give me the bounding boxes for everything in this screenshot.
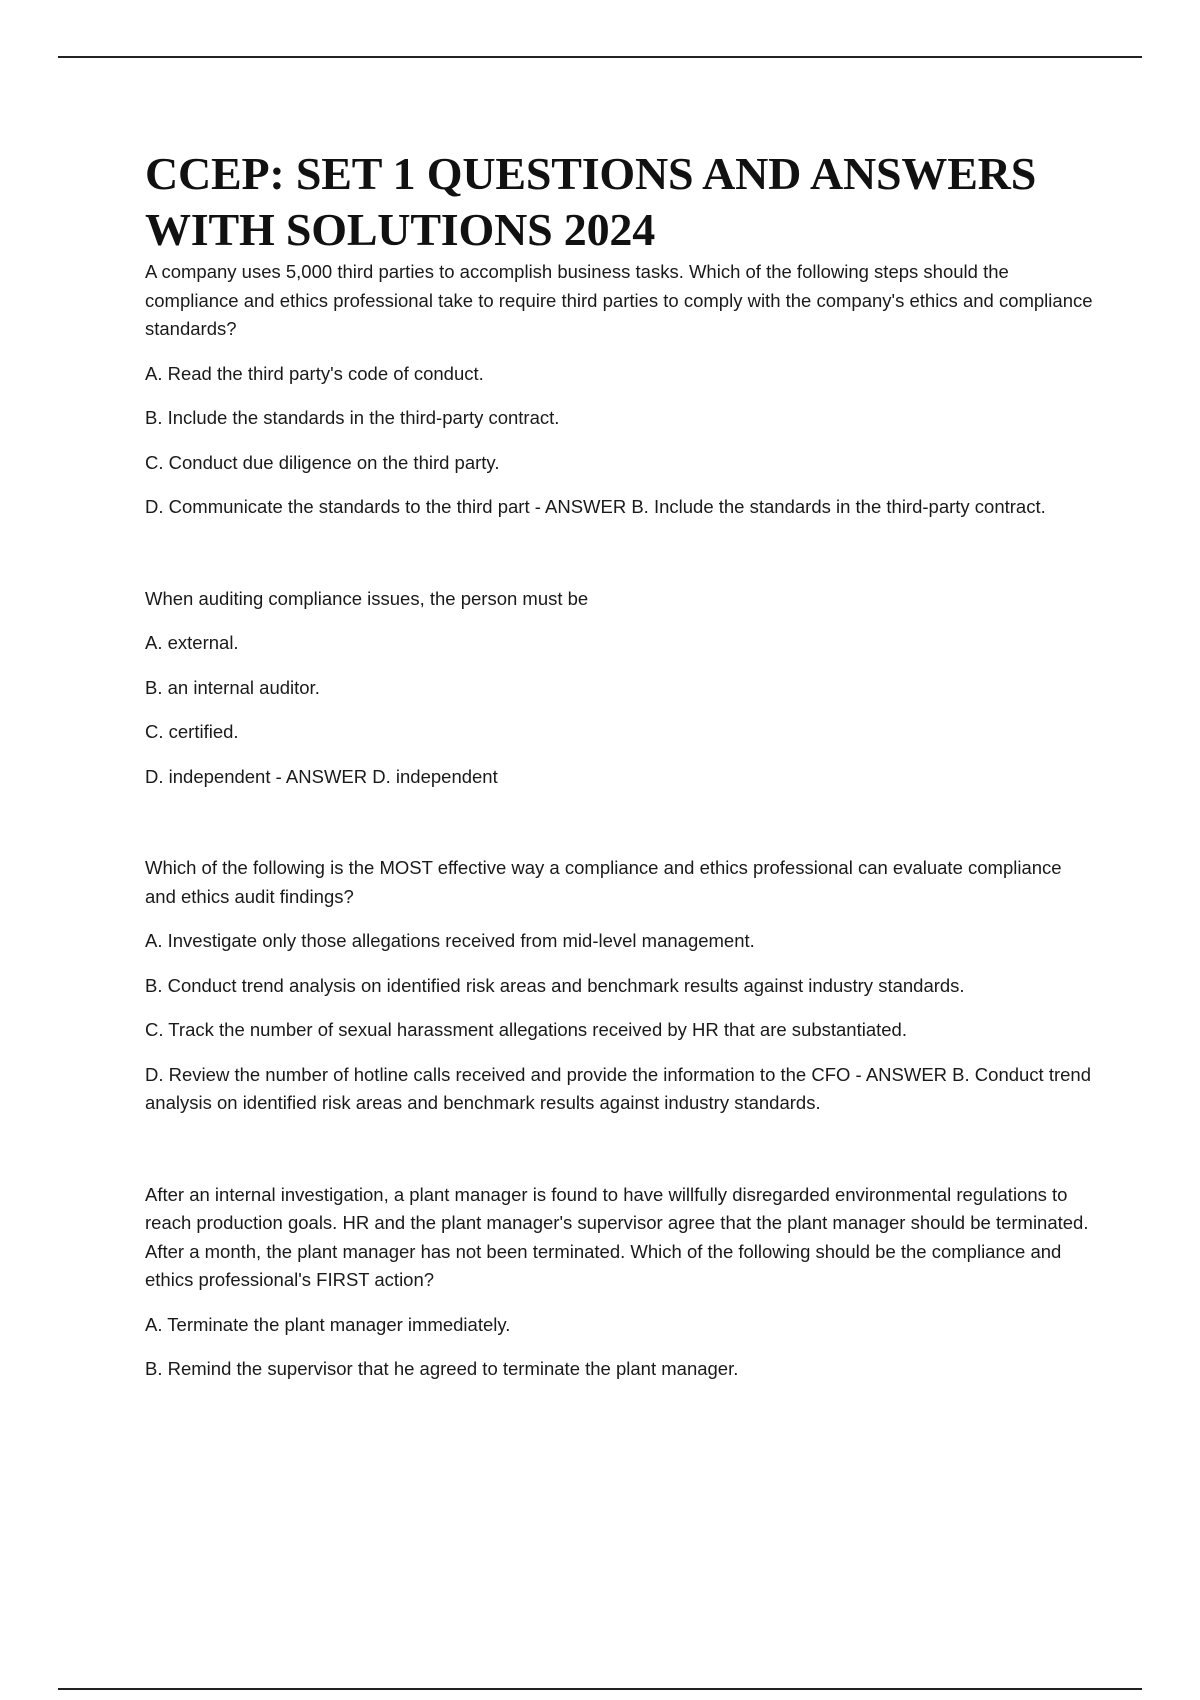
answer-option: D. Review the number of hotline calls received and provide the information to the CFO - ANSWER B. Conduct trend analysis on identified risk areas and benchmark results against industry standards.	[145, 1063, 1092, 1113]
answer-option: A. Investigate only those allegations received from mid-level management.	[145, 930, 755, 951]
document-title: CCEP: SET 1 QUESTIONS AND ANSWERS WITH SOLUTIONS 2024	[145, 148, 1037, 255]
answer-option: A. Terminate the plant manager immediately.	[145, 1313, 511, 1335]
question-text: After an internal investigation, a plant manager is found to have willfully disregarded environmental regulations to reach production goals. HR and the plant manager's supervisor agree that the plant manager should be terminated. After a month, the plant manager has not been terminated. Which of the following should be the compliance and ethics professional's FIRST action?	[145, 1183, 1089, 1290]
answer-option: D. independent - ANSWER D. independent	[145, 765, 498, 787]
answer-option: C. Conduct due diligence on the third party.	[145, 451, 500, 473]
answer-option: B. Include the standards in the third-party contract.	[145, 407, 560, 428]
answer-option: A. Read the third party's code of conduct.	[145, 362, 484, 384]
question-text: When auditing compliance issues, the person must be	[145, 587, 589, 609]
answer-option: C. Track the number of sexual harassment allegations received by HR that are substantiated.	[145, 1019, 907, 1040]
question-block-3	[145, 854, 1095, 1118]
question-block-2	[145, 585, 1095, 792]
answer-option: B. Remind the supervisor that he agreed to terminate the plant manager.	[145, 1358, 739, 1379]
top-divider	[58, 56, 1142, 58]
answer-option: D. Communicate the standards to the third part - ANSWER B. Include the standards in the third-party contract.	[145, 496, 1046, 517]
answer-option: A. external.	[145, 632, 239, 653]
question-block-1	[145, 258, 1095, 522]
question-block-4	[145, 1181, 1095, 1384]
answer-option: B. an internal auditor.	[145, 676, 320, 698]
answer-option: B. Conduct trend analysis on identified risk areas and benchmark results against industry standards.	[145, 974, 965, 996]
document-body	[145, 146, 1095, 1384]
answer-option: C. certified.	[145, 721, 239, 742]
question-text: A company uses 5,000 third parties to accomplish business tasks. Which of the following steps should the compliance and ethics professional take to require third parties to comply with the company's ethics and compliance standards?	[145, 261, 1093, 339]
bottom-divider	[58, 1688, 1142, 1690]
question-text: Which of the following is the MOST effective way a compliance and ethics professional can evaluate compliance and ethics audit findings?	[145, 857, 1062, 907]
